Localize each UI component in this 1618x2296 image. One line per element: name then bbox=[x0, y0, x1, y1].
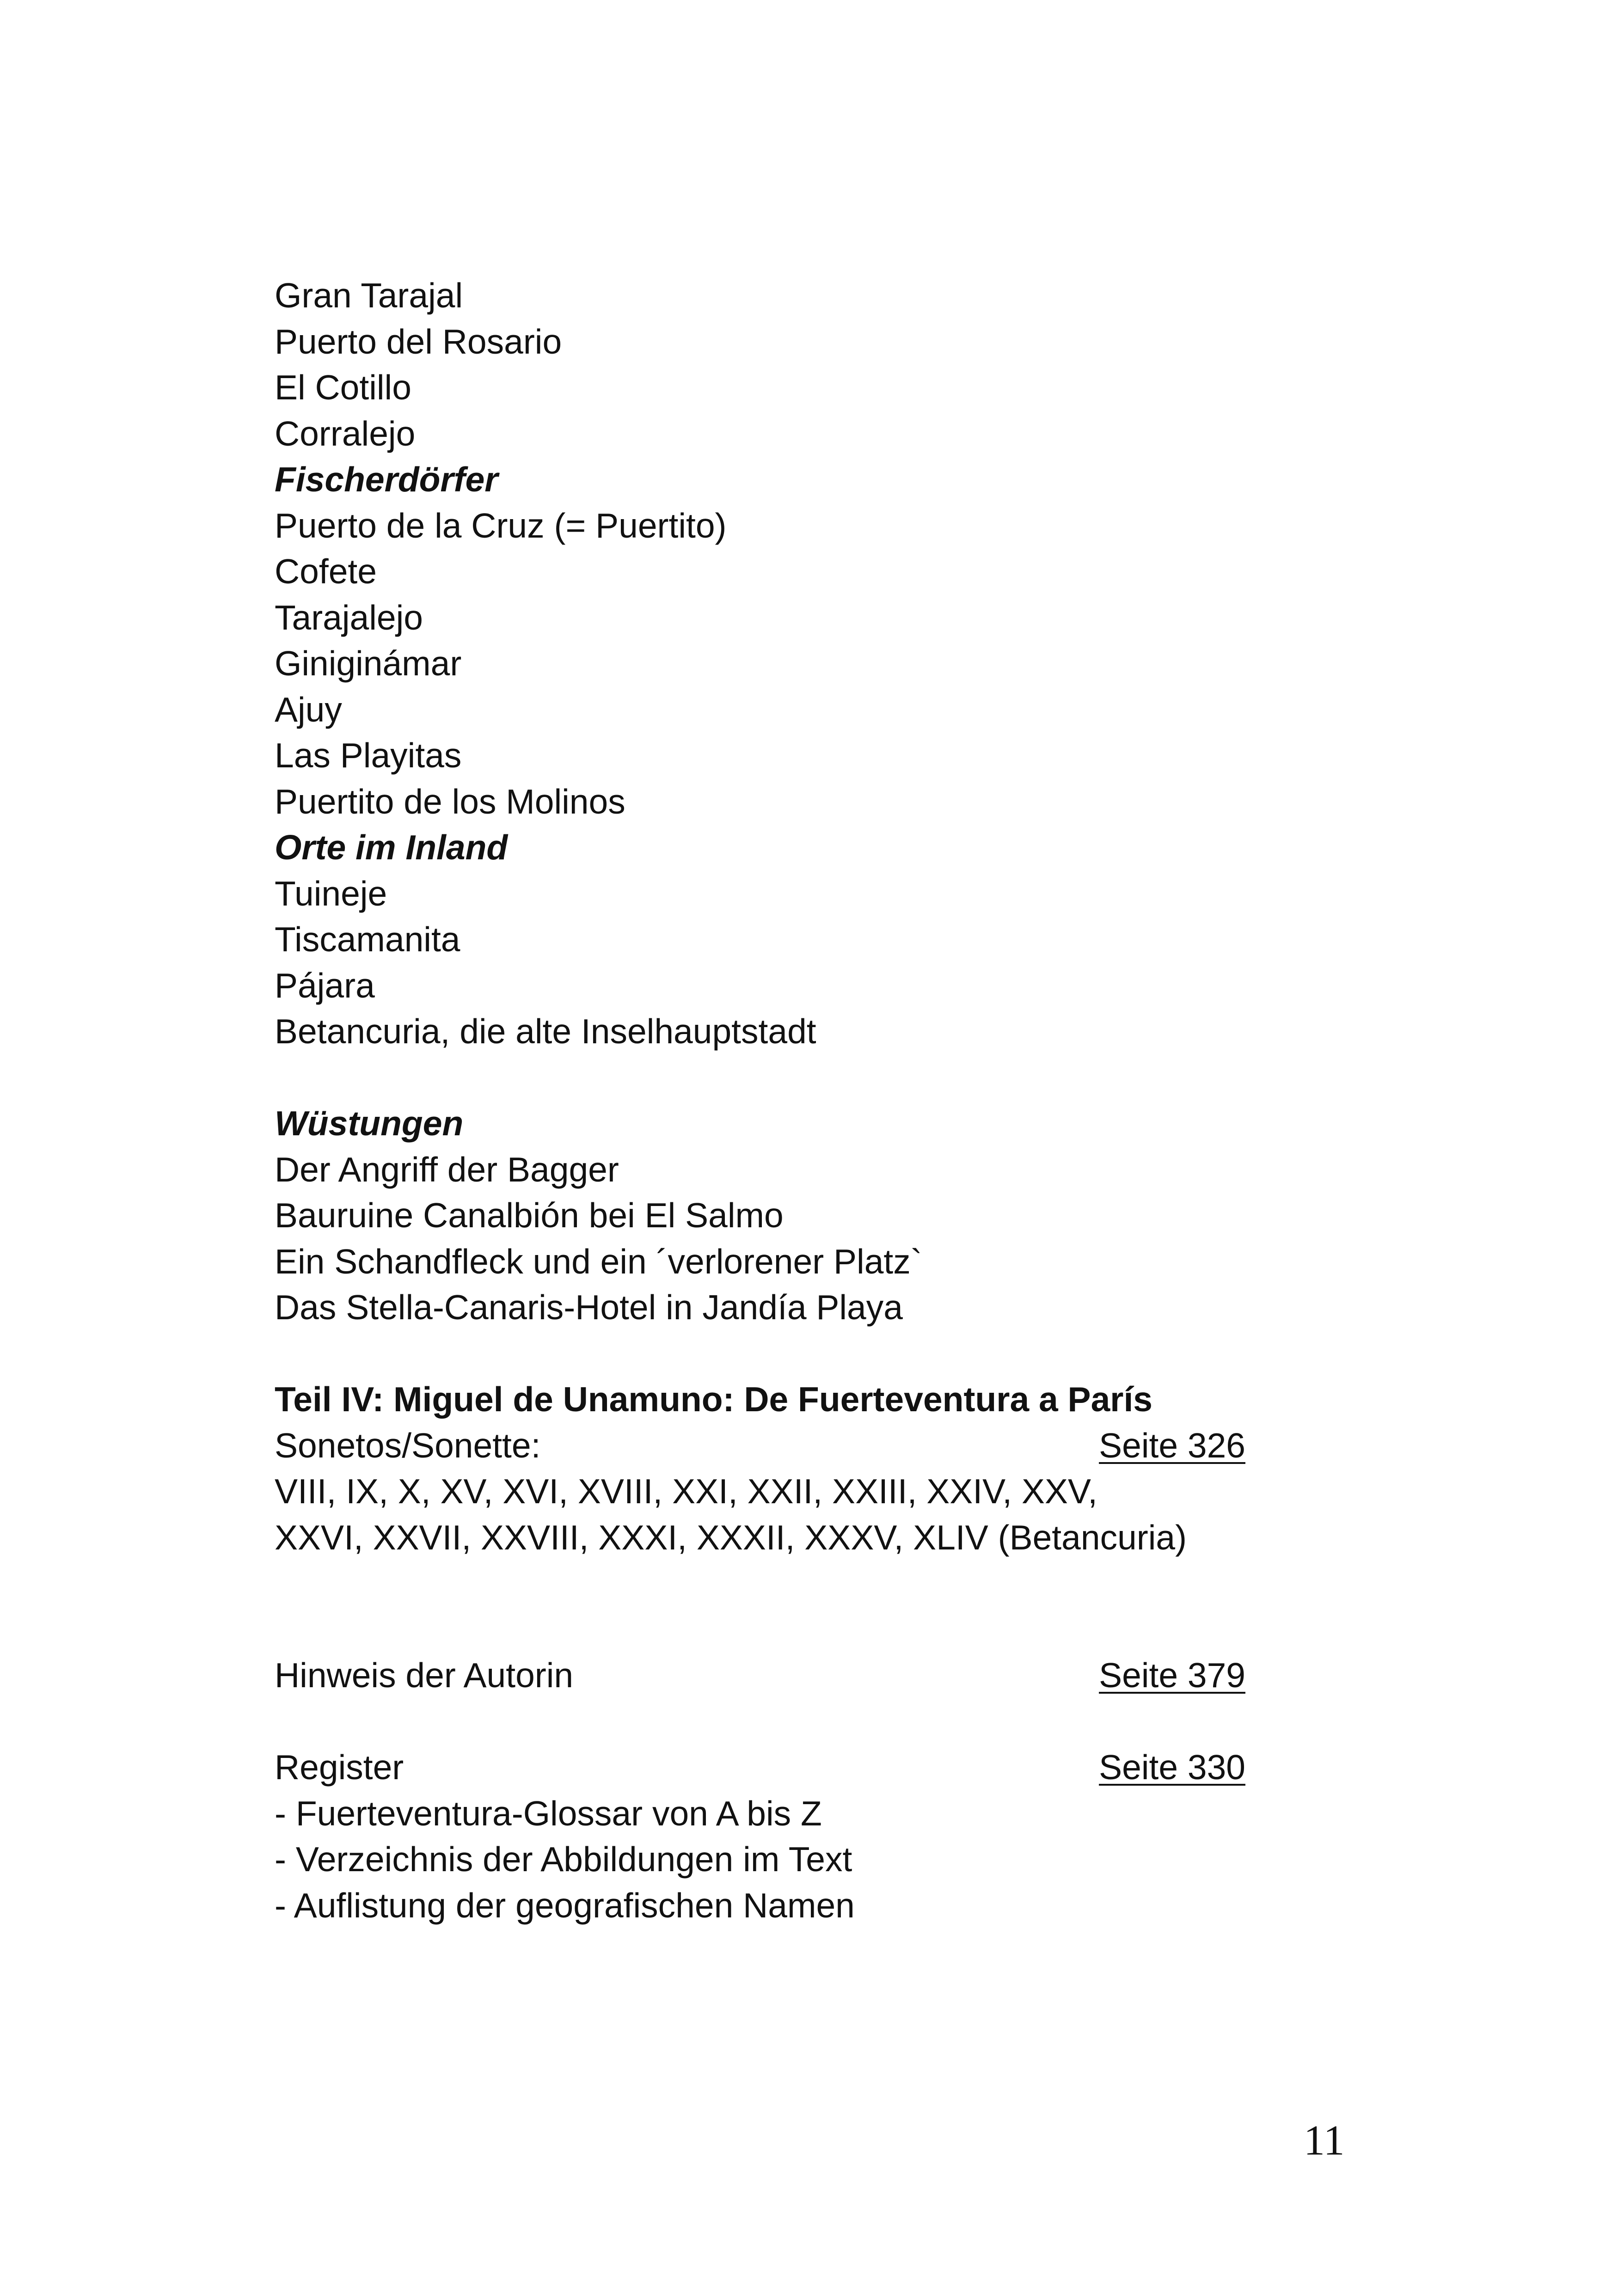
toc-entry: Las Playitas bbox=[275, 736, 462, 775]
toc-entry: Puerto del Rosario bbox=[275, 322, 562, 361]
part-heading-teil-iv: Teil IV: Miguel de Unamuno: De Fuerteventura a París bbox=[275, 1380, 1153, 1419]
register-page-link[interactable]: Seite 330 bbox=[1099, 1748, 1245, 1787]
sonnets-label: Sonetos/Sonette: bbox=[275, 1426, 541, 1465]
toc-entry: Cofete bbox=[275, 552, 377, 591]
toc-entry: Tuineje bbox=[275, 874, 387, 913]
page-number: 11 bbox=[1304, 2117, 1345, 2164]
register-item: - Auflistung der geografischen Namen bbox=[275, 1886, 855, 1925]
toc-entry: El Cotillo bbox=[275, 368, 411, 407]
section-heading-fischerdoerfer: Fischerdörfer bbox=[275, 460, 498, 499]
toc-entry: Tarajalejo bbox=[275, 598, 423, 637]
toc-entry: Bauruine Canalbión bei El Salmo bbox=[275, 1196, 784, 1235]
toc-entry: Betancuria, die alte Inselhauptstadt bbox=[275, 1012, 816, 1051]
spacer bbox=[275, 1699, 1245, 1745]
toc-entry: Das Stella-Canaris-Hotel in Jandía Playa bbox=[275, 1288, 903, 1327]
register-item: - Fuerteventura-Glossar von A bis Z bbox=[275, 1794, 822, 1833]
sonnets-list-line: VIII, IX, X, XV, XVI, XVIII, XXI, XXII, XXIII, XXIV, XXV, bbox=[275, 1472, 1098, 1511]
toc-entry: Ajuy bbox=[275, 690, 342, 729]
toc-entry: Corralejo bbox=[275, 414, 416, 453]
register-item: - Verzeichnis der Abbildungen im Text bbox=[275, 1840, 852, 1879]
toc-entry: Gran Tarajal bbox=[275, 276, 463, 315]
sonnets-list-line: XXVI, XXVII, XXVIII, XXXI, XXXII, XXXV, XLIV (Betancuria) bbox=[275, 1518, 1187, 1557]
toc-entry: Ein Schandfleck und ein ´verlorener Platz` bbox=[275, 1242, 922, 1281]
register-label: Register bbox=[275, 1748, 404, 1787]
section-heading-orte-im-inland: Orte im Inland bbox=[275, 828, 508, 867]
toc-entry: Der Angriff der Bagger bbox=[275, 1150, 619, 1189]
toc-entry: Pájara bbox=[275, 966, 375, 1005]
toc-entry: Giniginámar bbox=[275, 644, 462, 683]
register-entry bbox=[275, 1745, 1245, 1791]
spacer bbox=[275, 1331, 1245, 1377]
toc-entry: Tiscamanita bbox=[275, 920, 460, 959]
author-note-label: Hinweis der Autorin bbox=[275, 1656, 574, 1695]
sonnets-entry bbox=[275, 1423, 1245, 1469]
author-note-entry bbox=[275, 1653, 1245, 1699]
spacer bbox=[275, 1055, 1245, 1101]
spacer bbox=[275, 1561, 1245, 1653]
toc-entry: Puerto de la Cruz (= Puertito) bbox=[275, 506, 727, 545]
section-heading-wuestungen: Wüstungen bbox=[275, 1104, 464, 1143]
author-note-page-link[interactable]: Seite 379 bbox=[1099, 1656, 1245, 1695]
table-of-contents bbox=[275, 273, 1245, 1929]
toc-entry: Puertito de los Molinos bbox=[275, 782, 625, 821]
sonnets-page-link[interactable]: Seite 326 bbox=[1099, 1426, 1245, 1465]
